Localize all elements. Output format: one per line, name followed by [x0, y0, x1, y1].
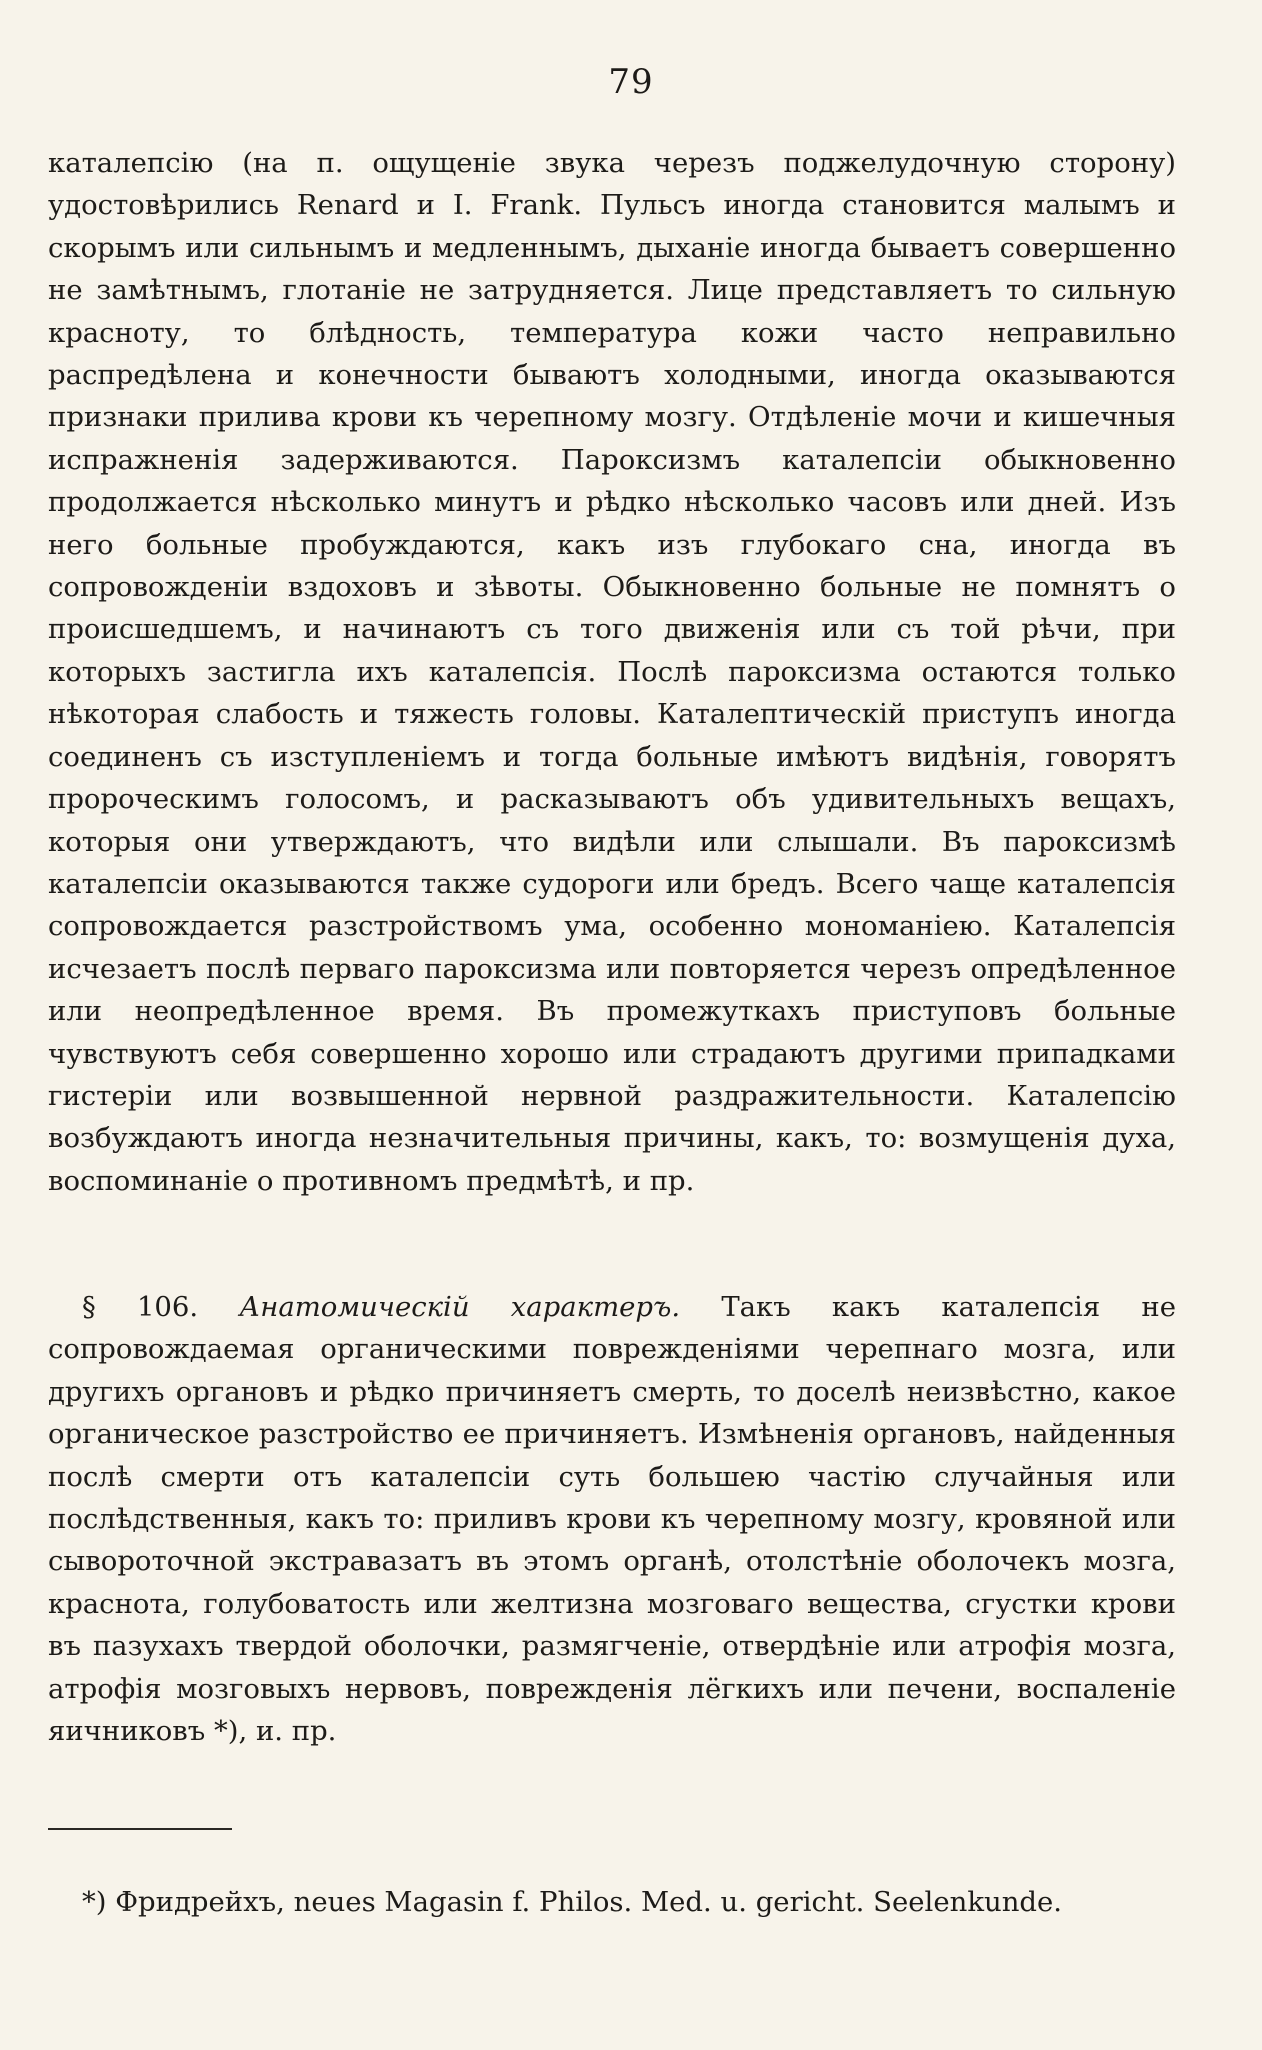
section-body-text: Такъ какъ каталепсія не сопровождаемая органическими поврежденіями черепнаго мозга, или другихъ органовъ и рѣдко причиняетъ смерть, то доселѣ неизвѣстно, какое органическое разстройство ее причиняетъ. Измѣненія органовъ, найденныя послѣ смерти отъ каталепсіи суть большею частію случайныя или послѣдственныя, какъ то: приливъ крови къ черепному мозгу, кровяной или сывороточной экстравазатъ въ этомъ органѣ, отолстѣніе оболочекъ мозга, краснота, голубоватость или желтизна мозговаго вещества, сгустки крови въ пазухахъ твердой оболочки, размягченіе, отвердѣніе или атрофія мозга, атрофія мозговыхъ нервовъ, поврежденія лёгкихъ или печени, воспаленіе яичниковъ *), и. пр.	[48, 1291, 1176, 1748]
footnote-divider	[48, 1828, 232, 1830]
footnote	[48, 1882, 1176, 1922]
body-paragraph-1: каталепсію (на п. ощущеніе звука черезъ поджелудочную сторону) удостовѣрились Renard и I. Frank. Пульсъ иногда становится малымъ и скорымъ или сильнымъ и медленнымъ, дыханіе иногда бываетъ совершенно не замѣтнымъ, глотаніе не затрудняется. Лице представляетъ то сильную красноту, то блѣдность, температура кожи часто неправильно распредѣлена и конечности бываютъ холодными, иногда оказываются признаки прилива крови къ черепному мозгу. Отдѣленіе мочи и кишечныя испражненія задерживаются. Пароксизмъ каталепсіи обыкновенно продолжается нѣсколько минутъ и рѣдко нѣсколько часовъ или дней. Изъ него больные пробуждаются, какъ изъ глубокаго сна, иногда въ сопровожденіи вздоховъ и зѣвоты. Обыкновенно больные не помнятъ о происшедшемъ, и начинаютъ съ того движенія или съ той рѣчи, при которыхъ застигла ихъ каталепсія. Послѣ пароксизма остаются только нѣкоторая слабость и тяжесть головы. Каталептическій приступъ иногда соединенъ съ изступленіемъ и тогда больные имѣютъ видѣнія, говорятъ пророческимъ голосомъ, и расказываютъ объ удивительныхъ вещахъ, которыя они утверждаютъ, что видѣли или слышали. Въ пароксизмѣ каталепсіи оказываются также судороги или бредъ. Всего чаще каталепсія сопровождается разстройствомъ ума, особенно мономаніею. Каталепсія исчезаетъ послѣ перваго пароксизма или повторяется черезъ опредѣленное или неопредѣленное время. Въ промежуткахъ приступовъ больные чувствуютъ себя совершенно хорошо или страдаютъ другими припадками гистеріи или возвышенной нервной раздражительности. Каталепсію возбуждаютъ иногда незначительныя причины, какъ, то: возмущенія духа, воспоминаніе о противномъ предмѣтѣ, и пр.	[48, 147, 1176, 1197]
page-number: 79	[608, 62, 654, 102]
section-number: § 106.	[82, 1291, 199, 1323]
section-title: Анатомическій характеръ.	[239, 1291, 681, 1323]
body-paragraph-2	[48, 1286, 1176, 1752]
footnote-text: *) Фридрейхъ, neues Magasin f. Philos. Med. u. gericht. Seelenkunde.	[82, 1886, 1063, 1918]
